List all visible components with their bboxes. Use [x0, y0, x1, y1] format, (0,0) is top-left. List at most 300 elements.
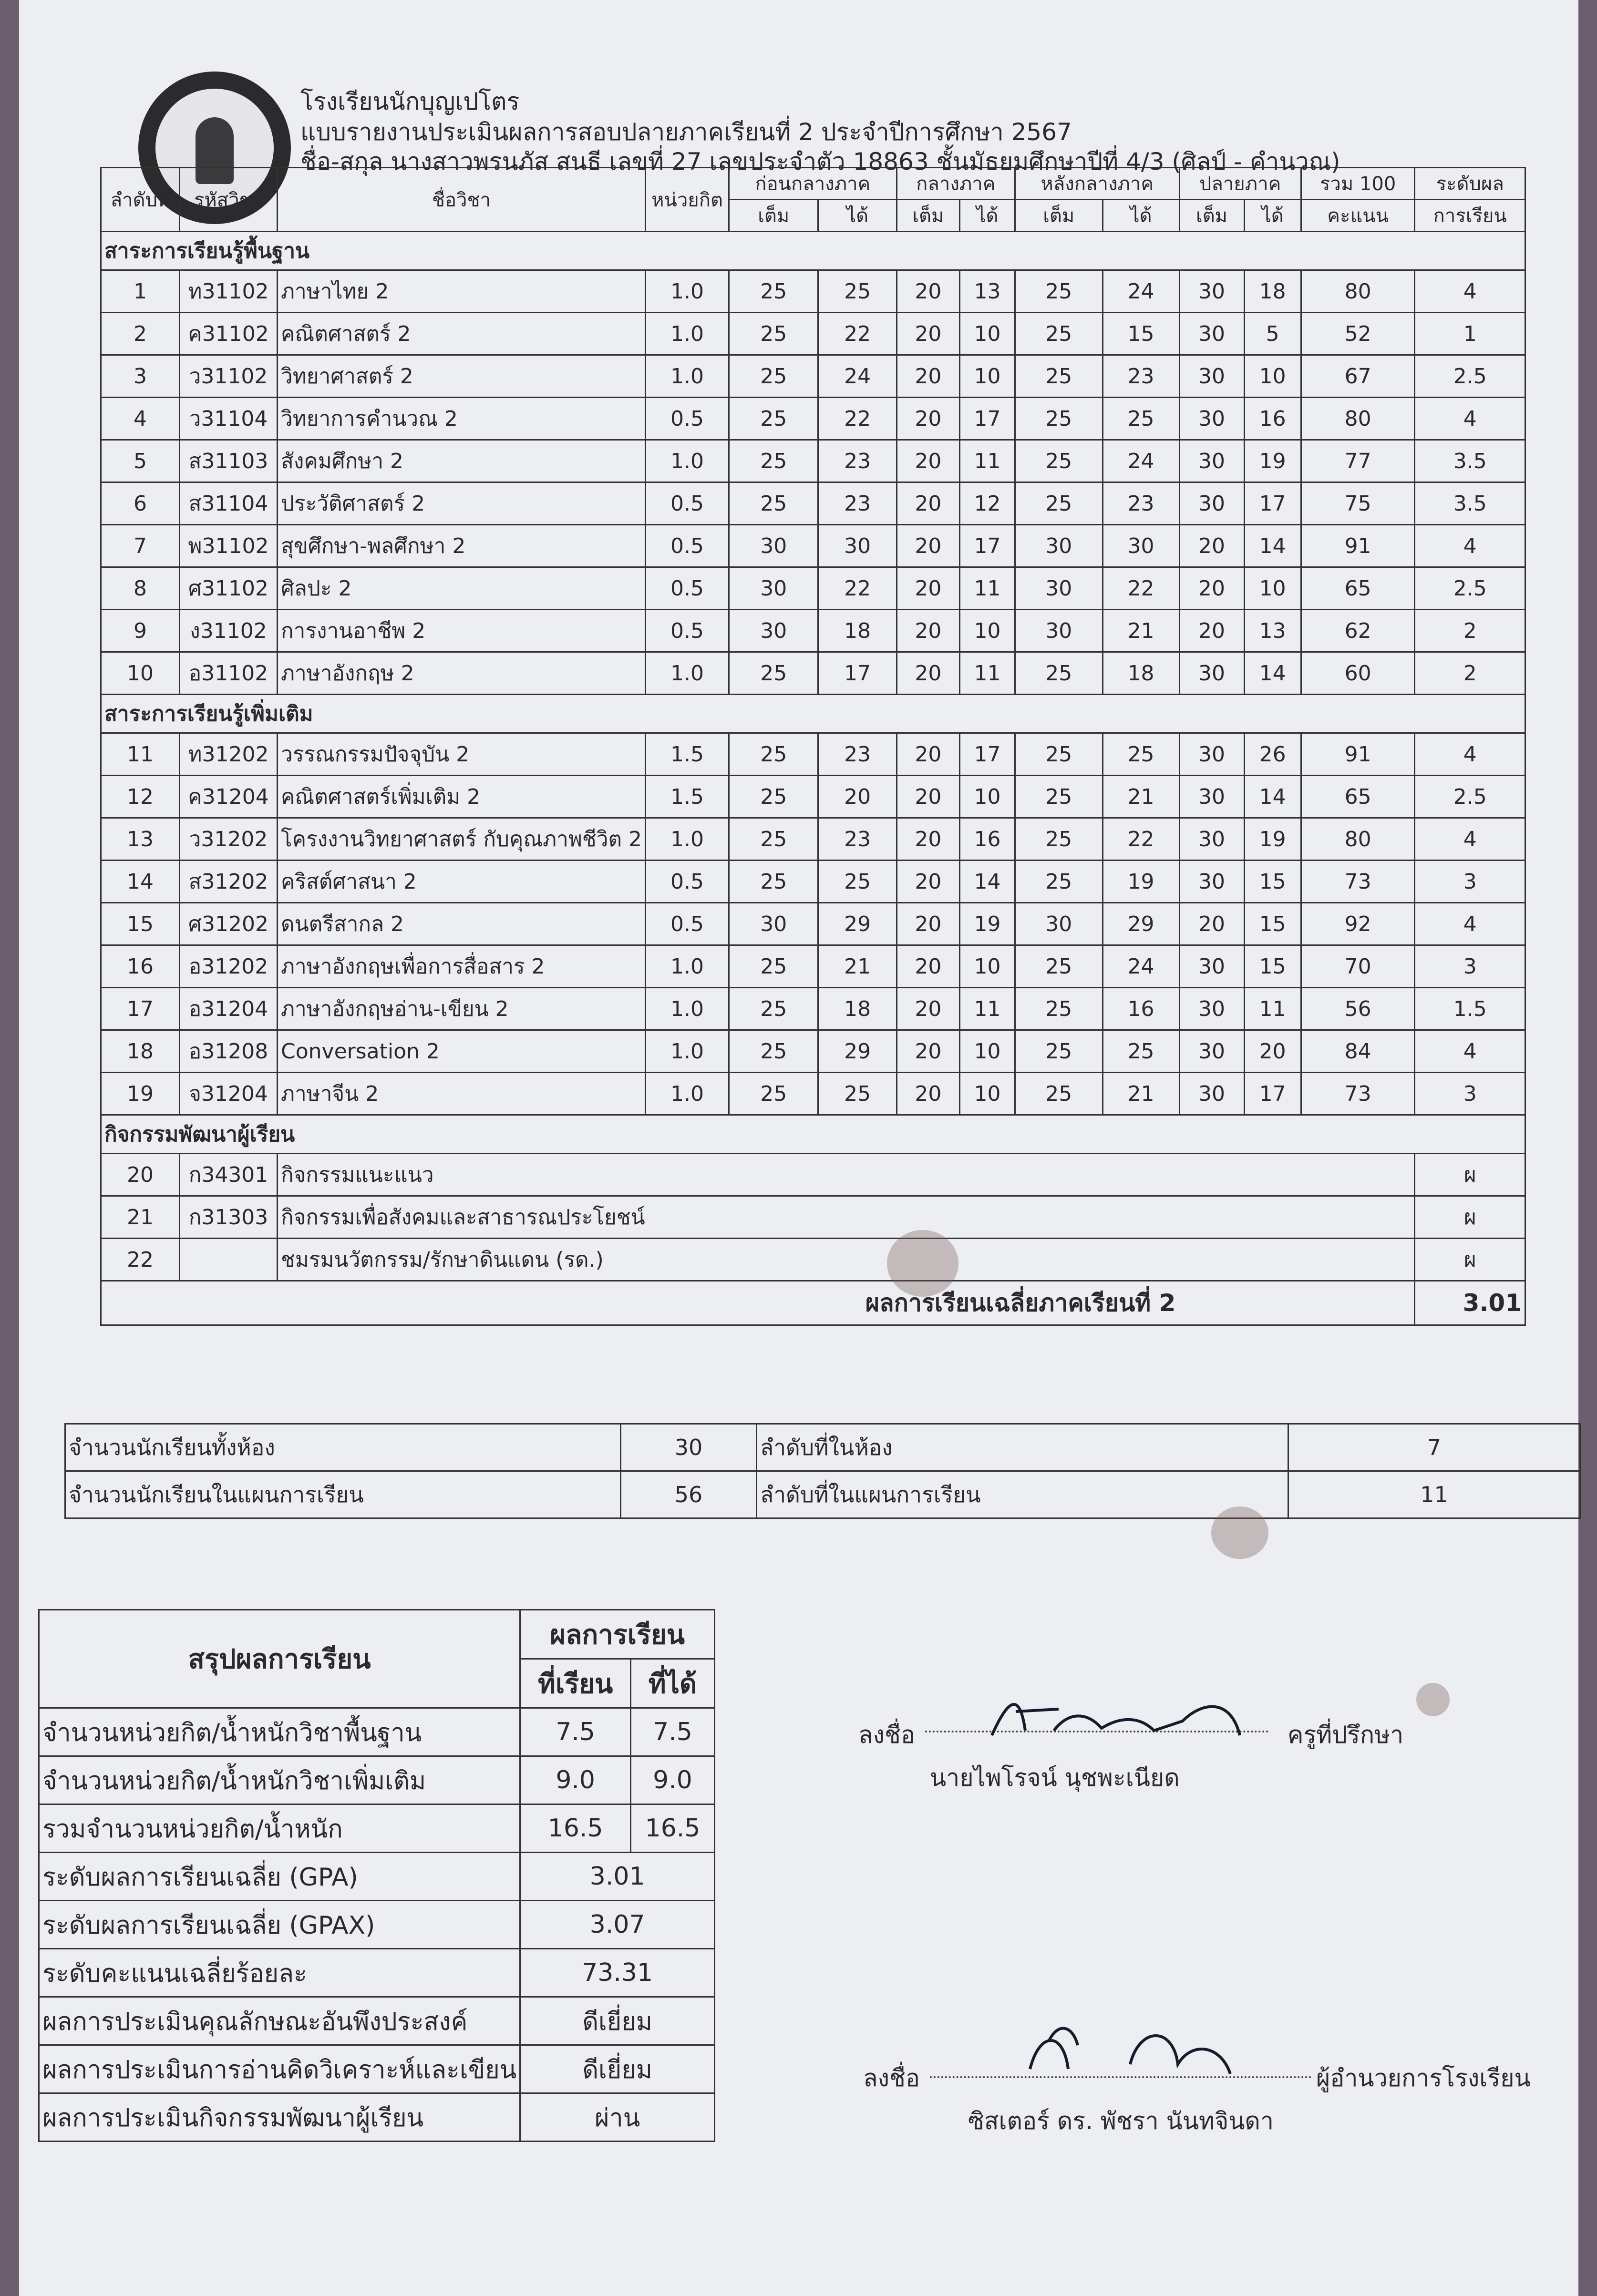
subject-row: [101, 313, 1525, 355]
final-full: 30: [1179, 1030, 1244, 1073]
grade: 2: [1415, 610, 1525, 652]
post-mid-got: 29: [1102, 903, 1179, 945]
subject-row: [101, 270, 1525, 313]
subject-name: สังคมศึกษา 2: [278, 440, 646, 482]
summary-row: [39, 1853, 715, 1901]
mid-full: 20: [896, 313, 959, 355]
total-score: 92: [1301, 903, 1415, 945]
pre-mid-full: 25: [729, 652, 818, 695]
pre-mid-got: 22: [818, 313, 896, 355]
subject-name: คณิตศาสตร์เพิ่มเติม 2: [278, 776, 646, 818]
grades-table: [100, 167, 1526, 1326]
subject-code: ศ31202: [180, 903, 278, 945]
post-mid-full: 25: [1015, 313, 1102, 355]
summary-value: 3.01: [520, 1853, 715, 1901]
credit: 0.5: [646, 525, 729, 567]
col-pre-mid: ก่อนกลางภาค: [729, 168, 897, 200]
post-mid-full: 30: [1015, 903, 1102, 945]
sub-got: ได้: [1244, 200, 1301, 232]
mid-full: 20: [896, 818, 959, 861]
subject-code: อ31208: [180, 1030, 278, 1073]
credit: 0.5: [646, 482, 729, 525]
post-mid-full: 25: [1015, 1030, 1102, 1073]
grade: 3.5: [1415, 440, 1525, 482]
subject-code: ท31102: [180, 270, 278, 313]
summary-row: [39, 1901, 715, 1949]
subject-name: ประวัติศาสตร์ 2: [278, 482, 646, 525]
rank-stats-table: [64, 1423, 1581, 1519]
final-got: 19: [1244, 440, 1301, 482]
post-mid-full: 25: [1015, 270, 1102, 313]
summary-row: [39, 2093, 715, 2142]
mid-got: 10: [960, 610, 1015, 652]
row-no: 7: [101, 525, 180, 567]
summary-value: 73.31: [520, 1949, 715, 1997]
director-role: ผู้อำนวยการโรงเรียน: [1316, 2064, 1531, 2092]
final-full: 30: [1179, 398, 1244, 440]
post-mid-full: 30: [1015, 525, 1102, 567]
subject-code: อ31204: [180, 988, 278, 1030]
pre-mid-full: 25: [729, 733, 818, 776]
row-no: 3: [101, 355, 180, 398]
pre-mid-got: 22: [818, 567, 896, 610]
summary-label: จำนวนหน่วยกิต/น้ำหนักวิชาพื้นฐาน: [39, 1708, 520, 1756]
post-mid-full: 25: [1015, 652, 1102, 695]
subject-row: [101, 610, 1525, 652]
section-extra: สาระการเรียนรู้เพิ่มเติม: [101, 695, 1525, 733]
activity-name: กิจกรรมเพื่อสังคมและสาธารณประโยชน์: [278, 1196, 1415, 1239]
final-full: 30: [1179, 440, 1244, 482]
final-full: 30: [1179, 270, 1244, 313]
total-score: 65: [1301, 776, 1415, 818]
mid-got: 19: [960, 903, 1015, 945]
post-mid-got: 24: [1102, 440, 1179, 482]
grade: 3: [1415, 1073, 1525, 1115]
credit: 1.0: [646, 945, 729, 988]
grade: 4: [1415, 398, 1525, 440]
pre-mid-full: 25: [729, 440, 818, 482]
pre-mid-full: 25: [729, 313, 818, 355]
semester-average-label: ผลการเรียนเฉลี่ยภาคเรียนที่ 2: [101, 1281, 1415, 1325]
row-no: 20: [101, 1154, 180, 1196]
total-score: 91: [1301, 733, 1415, 776]
pre-mid-got: 17: [818, 652, 896, 695]
pre-mid-full: 25: [729, 398, 818, 440]
col-post-mid: หลังกลางภาค: [1015, 168, 1179, 200]
advisor-sign-label: ลงชื่อ: [858, 1721, 916, 1749]
class-rank-label: ลำดับที่ในห้อง: [757, 1424, 1288, 1471]
summary-earned-value: 16.5: [631, 1804, 715, 1853]
mid-full: 20: [896, 525, 959, 567]
section-basic: สาระการเรียนรู้พื้นฐาน: [101, 232, 1525, 270]
final-got: 19: [1244, 818, 1301, 861]
post-mid-full: 25: [1015, 988, 1102, 1030]
subject-row: [101, 776, 1525, 818]
pre-mid-got: 23: [818, 818, 896, 861]
subject-row: [101, 861, 1525, 903]
total-score: 67: [1301, 355, 1415, 398]
total-score: 80: [1301, 270, 1415, 313]
mid-full: 20: [896, 1030, 959, 1073]
col-total: รวม 100: [1301, 168, 1415, 200]
report-paper: [19, 0, 1578, 2296]
plan-rank-label: ลำดับที่ในแผนการเรียน: [757, 1471, 1288, 1518]
post-mid-got: 24: [1102, 270, 1179, 313]
mid-got: 16: [960, 818, 1015, 861]
credit: 1.5: [646, 776, 729, 818]
sub-full: เต็ม: [896, 200, 959, 232]
post-mid-full: 30: [1015, 610, 1102, 652]
mid-got: 13: [960, 270, 1015, 313]
row-no: 9: [101, 610, 180, 652]
row-no: 4: [101, 398, 180, 440]
director-sign-label: ลงชื่อ: [863, 2064, 920, 2092]
credit: 1.0: [646, 355, 729, 398]
credit: 1.0: [646, 440, 729, 482]
pre-mid-got: 25: [818, 861, 896, 903]
credit: 1.0: [646, 652, 729, 695]
summary-studied-value: 9.0: [520, 1756, 631, 1804]
total-score: 84: [1301, 1030, 1415, 1073]
subject-name: วิทยาการคำนวณ 2: [278, 398, 646, 440]
summary-value: ดีเยี่ยม: [520, 1997, 715, 2045]
total-score: 91: [1301, 525, 1415, 567]
plan-total-label: จำนวนนักเรียนในแผนการเรียน: [65, 1471, 621, 1518]
post-mid-full: 25: [1015, 861, 1102, 903]
post-mid-got: 21: [1102, 1073, 1179, 1115]
subject-name: ภาษาไทย 2: [278, 270, 646, 313]
final-got: 11: [1244, 988, 1301, 1030]
subject-name: คณิตศาสตร์ 2: [278, 313, 646, 355]
post-mid-got: 21: [1102, 776, 1179, 818]
pre-mid-full: 25: [729, 776, 818, 818]
post-mid-got: 30: [1102, 525, 1179, 567]
final-full: 20: [1179, 567, 1244, 610]
final-got: 14: [1244, 652, 1301, 695]
post-mid-got: 19: [1102, 861, 1179, 903]
pre-mid-full: 30: [729, 525, 818, 567]
mid-full: 20: [896, 945, 959, 988]
mid-full: 20: [896, 861, 959, 903]
grade: 3: [1415, 861, 1525, 903]
summary-label: จำนวนหน่วยกิต/น้ำหนักวิชาเพิ่มเติม: [39, 1756, 520, 1804]
subject-code: พ31102: [180, 525, 278, 567]
mid-full: 20: [896, 482, 959, 525]
activity-result: ผ: [1415, 1196, 1525, 1239]
subject-row: [101, 733, 1525, 776]
final-got: 26: [1244, 733, 1301, 776]
final-got: 17: [1244, 482, 1301, 525]
total-score: 56: [1301, 988, 1415, 1030]
credit: 0.5: [646, 861, 729, 903]
paper-stain: [887, 1230, 958, 1297]
credit: 1.5: [646, 733, 729, 776]
summary-result-header: ผลการเรียน: [520, 1610, 715, 1659]
subject-name: ศิลปะ 2: [278, 567, 646, 610]
sub-grade: การเรียน: [1415, 200, 1525, 232]
post-mid-full: 25: [1015, 440, 1102, 482]
section-activity: กิจกรรมพัฒนาผู้เรียน: [101, 1115, 1525, 1154]
final-full: 30: [1179, 355, 1244, 398]
activity-code: [180, 1239, 278, 1281]
plan-total-value: 56: [621, 1471, 757, 1518]
pre-mid-full: 30: [729, 567, 818, 610]
subject-code: ว31104: [180, 398, 278, 440]
summary-label: ระดับผลการเรียนเฉลี่ย (GPAX): [39, 1901, 520, 1949]
subject-row: [101, 398, 1525, 440]
mid-got: 11: [960, 440, 1015, 482]
subject-code: ค31204: [180, 776, 278, 818]
credit: 0.5: [646, 567, 729, 610]
subject-code: ศ31102: [180, 567, 278, 610]
pre-mid-got: 18: [818, 610, 896, 652]
pre-mid-full: 25: [729, 1030, 818, 1073]
pre-mid-full: 25: [729, 1073, 818, 1115]
pre-mid-got: 23: [818, 440, 896, 482]
subject-row: [101, 903, 1525, 945]
row-no: 11: [101, 733, 180, 776]
sub-full: เต็ม: [1015, 200, 1102, 232]
grade: 4: [1415, 733, 1525, 776]
grade: 4: [1415, 903, 1525, 945]
student-info: ชื่อ-สกุล นางสาวพรนภัส สนธี เลขที่ 27 เลขประจำตัว 18863 ชั้นมัธยมศึกษาปีที่ 4/3 (ศิลป์ - คำนวณ): [300, 148, 1340, 175]
mid-full: 20: [896, 440, 959, 482]
mid-got: 10: [960, 1073, 1015, 1115]
subject-row: [101, 440, 1525, 482]
sub-got: ได้: [818, 200, 896, 232]
credit: 0.5: [646, 398, 729, 440]
subject-row: [101, 482, 1525, 525]
credit: 0.5: [646, 903, 729, 945]
post-mid-got: 24: [1102, 945, 1179, 988]
sub-full: เต็ม: [1179, 200, 1244, 232]
subject-row: [101, 818, 1525, 861]
subject-code: ง31102: [180, 610, 278, 652]
director-name: ซิสเตอร์ ดร. พัชรา นันทจินดา: [968, 2107, 1274, 2135]
total-score: 80: [1301, 398, 1415, 440]
summary-title: สรุปผลการเรียน: [39, 1610, 520, 1708]
activity-name: กิจกรรมแนะแนว: [278, 1154, 1415, 1196]
post-mid-got: 25: [1102, 398, 1179, 440]
subject-code: อ31202: [180, 945, 278, 988]
subject-code: ว31202: [180, 818, 278, 861]
subject-code: อ31102: [180, 652, 278, 695]
semester-average-row: [101, 1281, 1525, 1325]
advisor-role: ครูที่ปรึกษา: [1288, 1721, 1404, 1749]
grade: 1.5: [1415, 988, 1525, 1030]
pre-mid-full: 25: [729, 861, 818, 903]
final-got: 15: [1244, 861, 1301, 903]
grade: 2.5: [1415, 567, 1525, 610]
grade: 4: [1415, 818, 1525, 861]
paper-stain: [1416, 1683, 1450, 1716]
final-full: 30: [1179, 313, 1244, 355]
subject-code: ค31102: [180, 313, 278, 355]
subject-name: Conversation 2: [278, 1030, 646, 1073]
mid-full: 20: [896, 610, 959, 652]
post-mid-full: 25: [1015, 482, 1102, 525]
final-full: 30: [1179, 652, 1244, 695]
mid-got: 10: [960, 945, 1015, 988]
grade: 2: [1415, 652, 1525, 695]
mid-full: 20: [896, 652, 959, 695]
summary-label: ผลการประเมินคุณลักษณะอันพึงประสงค์: [39, 1997, 520, 2045]
mid-full: 20: [896, 270, 959, 313]
final-full: 20: [1179, 525, 1244, 567]
subject-row: [101, 1030, 1525, 1073]
row-no: 18: [101, 1030, 180, 1073]
final-got: 16: [1244, 398, 1301, 440]
col-credit: หน่วยกิต: [646, 168, 729, 232]
row-no: 17: [101, 988, 180, 1030]
subject-code: ส31103: [180, 440, 278, 482]
pre-mid-got: 25: [818, 270, 896, 313]
summary-label: ระดับคะแนนเฉลี่ยร้อยละ: [39, 1949, 520, 1997]
post-mid-full: 25: [1015, 733, 1102, 776]
total-score: 73: [1301, 861, 1415, 903]
grade: 2.5: [1415, 355, 1525, 398]
final-got: 14: [1244, 776, 1301, 818]
final-got: 5: [1244, 313, 1301, 355]
summary-studied-value: 7.5: [520, 1708, 631, 1756]
total-score: 65: [1301, 567, 1415, 610]
final-got: 14: [1244, 525, 1301, 567]
summary-value: ผ่าน: [520, 2093, 715, 2142]
pre-mid-got: 29: [818, 1030, 896, 1073]
mid-full: 20: [896, 776, 959, 818]
row-no: 10: [101, 652, 180, 695]
final-got: 10: [1244, 355, 1301, 398]
mid-got: 10: [960, 776, 1015, 818]
post-mid-got: 22: [1102, 818, 1179, 861]
final-full: 20: [1179, 610, 1244, 652]
row-no: 8: [101, 567, 180, 610]
credit: 1.0: [646, 270, 729, 313]
activity-code: ก31303: [180, 1196, 278, 1239]
final-got: 17: [1244, 1073, 1301, 1115]
subject-code: ส31104: [180, 482, 278, 525]
post-mid-full: 25: [1015, 818, 1102, 861]
total-score: 80: [1301, 818, 1415, 861]
row-no: 19: [101, 1073, 180, 1115]
pre-mid-full: 25: [729, 945, 818, 988]
subject-row: [101, 355, 1525, 398]
mid-full: 20: [896, 903, 959, 945]
row-no: 22: [101, 1239, 180, 1281]
subject-row: [101, 988, 1525, 1030]
class-total-value: 30: [621, 1424, 757, 1471]
post-mid-full: 25: [1015, 776, 1102, 818]
school-name: โรงเรียนนักบุญเปโตร: [300, 88, 520, 115]
class-rank-value: 7: [1288, 1424, 1580, 1471]
advisor-name: นายไพโรจน์ นุชพะเนียด: [930, 1764, 1180, 1792]
mid-full: 20: [896, 398, 959, 440]
credit: 1.0: [646, 818, 729, 861]
pre-mid-full: 30: [729, 610, 818, 652]
total-score: 52: [1301, 313, 1415, 355]
pre-mid-got: 22: [818, 398, 896, 440]
total-score: 75: [1301, 482, 1415, 525]
grade: 3: [1415, 945, 1525, 988]
final-full: 30: [1179, 776, 1244, 818]
grade: 4: [1415, 1030, 1525, 1073]
activity-code: ก34301: [180, 1154, 278, 1196]
post-mid-got: 23: [1102, 355, 1179, 398]
pre-mid-full: 25: [729, 818, 818, 861]
activity-result: ผ: [1415, 1239, 1525, 1281]
grade: 2.5: [1415, 776, 1525, 818]
total-score: 77: [1301, 440, 1415, 482]
subject-name: วิทยาศาสตร์ 2: [278, 355, 646, 398]
mid-got: 17: [960, 733, 1015, 776]
pre-mid-got: 21: [818, 945, 896, 988]
row-no: 1: [101, 270, 180, 313]
mid-got: 17: [960, 525, 1015, 567]
final-full: 30: [1179, 988, 1244, 1030]
mid-got: 12: [960, 482, 1015, 525]
total-score: 73: [1301, 1073, 1415, 1115]
summary-row: [39, 1708, 715, 1756]
row-no: 15: [101, 903, 180, 945]
post-mid-full: 25: [1015, 355, 1102, 398]
mid-got: 10: [960, 313, 1015, 355]
summary-row: [39, 1997, 715, 2045]
subject-name: การงานอาชีพ 2: [278, 610, 646, 652]
final-full: 30: [1179, 818, 1244, 861]
col-final: ปลายภาค: [1179, 168, 1301, 200]
final-got: 18: [1244, 270, 1301, 313]
subject-name: ภาษาอังกฤษอ่าน-เขียน 2: [278, 988, 646, 1030]
post-mid-got: 22: [1102, 567, 1179, 610]
final-full: 30: [1179, 945, 1244, 988]
summary-row: [39, 1756, 715, 1804]
subject-row: [101, 945, 1525, 988]
row-no: 2: [101, 313, 180, 355]
post-mid-got: 23: [1102, 482, 1179, 525]
summary-label: รวมจำนวนหน่วยกิต/น้ำหนัก: [39, 1804, 520, 1853]
semester-average-value: 3.01: [1415, 1281, 1525, 1325]
credit: 0.5: [646, 610, 729, 652]
subject-code: จ31204: [180, 1073, 278, 1115]
subject-name: ภาษาจีน 2: [278, 1073, 646, 1115]
subject-row: [101, 525, 1525, 567]
post-mid-full: 25: [1015, 1073, 1102, 1115]
final-full: 20: [1179, 903, 1244, 945]
sub-total: คะแนน: [1301, 200, 1415, 232]
subject-name: วรรณกรรมปัจจุบัน 2: [278, 733, 646, 776]
grade: 1: [1415, 313, 1525, 355]
final-got: 13: [1244, 610, 1301, 652]
post-mid-full: 25: [1015, 398, 1102, 440]
mid-got: 11: [960, 988, 1015, 1030]
subject-name: สุขศึกษา-พลศึกษา 2: [278, 525, 646, 567]
grade: 4: [1415, 270, 1525, 313]
post-mid-got: 21: [1102, 610, 1179, 652]
mid-full: 20: [896, 567, 959, 610]
summary-earned-value: 9.0: [631, 1756, 715, 1804]
total-score: 62: [1301, 610, 1415, 652]
post-mid-got: 25: [1102, 1030, 1179, 1073]
row-no: 12: [101, 776, 180, 818]
mid-got: 10: [960, 355, 1015, 398]
summary-label: ผลการประเมินการอ่านคิดวิเคราะห์และเขียน: [39, 2045, 520, 2093]
mid-full: 20: [896, 1073, 959, 1115]
final-got: 10: [1244, 567, 1301, 610]
mid-full: 20: [896, 355, 959, 398]
pre-mid-full: 25: [729, 270, 818, 313]
sub-got: ได้: [960, 200, 1015, 232]
col-code: รหัสวิชา: [180, 168, 278, 232]
